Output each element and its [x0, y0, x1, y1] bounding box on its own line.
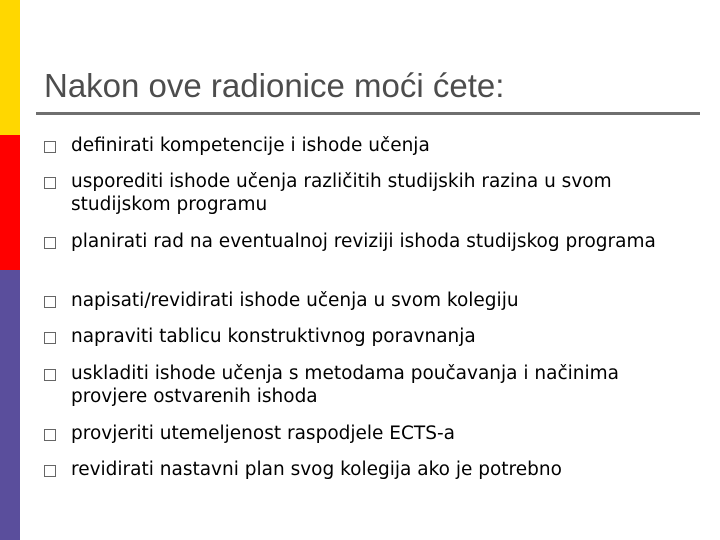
side-bar-red-segment	[0, 135, 20, 270]
list-item-text: uskladiti ishode učenja s metodama poučavanja i načinima provjere ostvarenih ishoda	[71, 363, 619, 407]
list-item-text: planirati rad na eventualnoj reviziji ishoda studijskog programa	[71, 231, 656, 252]
side-bar-yellow-segment	[0, 0, 20, 135]
side-bar-purple-segment	[0, 270, 20, 540]
square-bullet-icon	[44, 465, 56, 477]
square-bullet-icon	[44, 141, 56, 153]
list-item-text: definirati kompetencije i ishode učenja	[71, 135, 430, 156]
list-item-text: napisati/revidirati ishode učenja u svom kolegiju	[71, 290, 519, 311]
square-bullet-icon	[44, 429, 56, 441]
list-item-text: provjeriti utemeljenost raspodjele ECTS-a	[71, 423, 455, 444]
list-item-text: usporediti ishode učenja različitih studijskih razina u svom studijskom programu	[71, 171, 612, 215]
square-bullet-icon	[44, 369, 56, 381]
square-bullet-icon	[44, 177, 56, 189]
list-item-text: revidirati nastavni plan svog kolegija ako je potrebno	[71, 459, 562, 480]
title-underline	[36, 112, 700, 115]
slide-title: Nakon ove radionice moći ćete:	[44, 67, 505, 104]
list-item-text: napraviti tablicu konstruktivnog poravnanja	[71, 326, 476, 347]
square-bullet-icon	[44, 296, 56, 308]
square-bullet-icon	[44, 332, 56, 344]
square-bullet-icon	[44, 237, 56, 249]
